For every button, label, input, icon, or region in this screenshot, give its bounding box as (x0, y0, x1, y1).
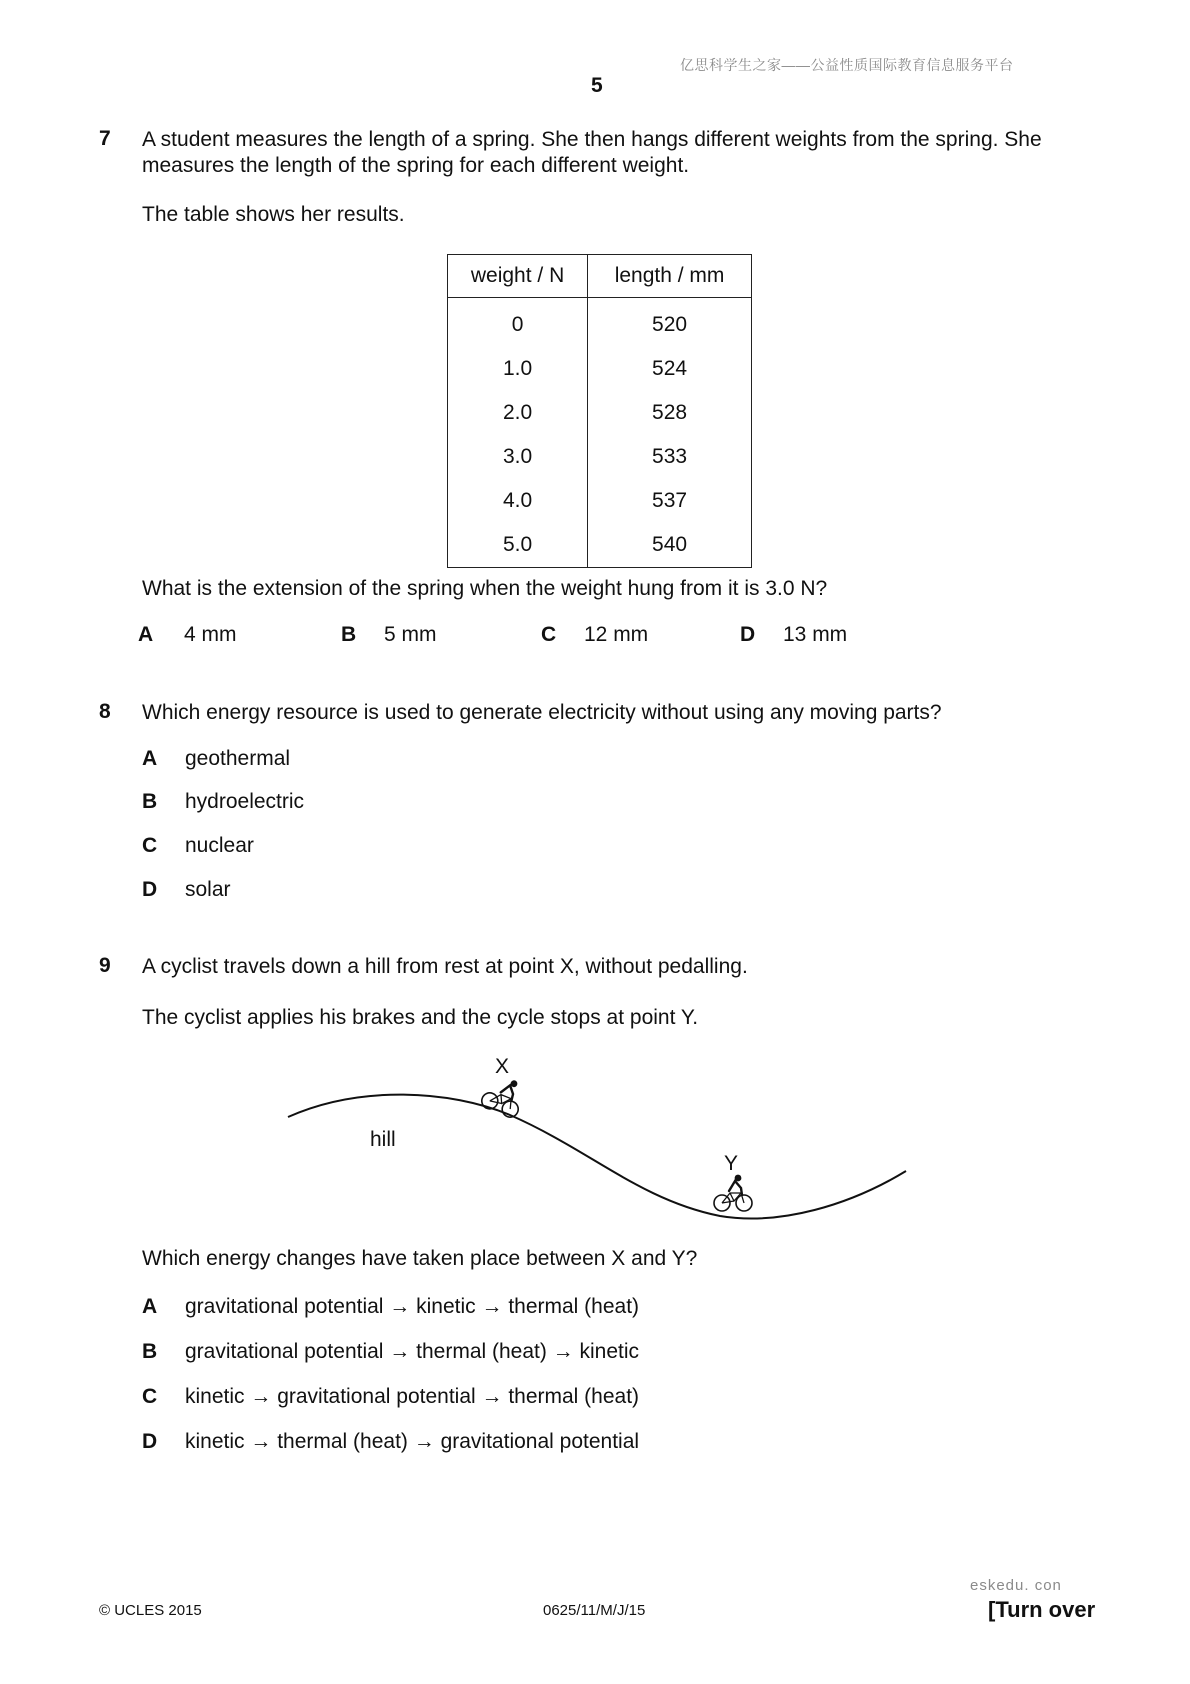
q8-option-b-letter: B (142, 790, 158, 813)
q9-option-d-letter: D (142, 1430, 158, 1453)
q7-option-b-letter: B (341, 623, 357, 646)
question-8-number: 8 (99, 700, 111, 723)
page-number: 5 (591, 74, 603, 97)
table-cell-length: 528 (588, 391, 752, 435)
q8-option-c-text: nuclear (185, 834, 254, 857)
header-watermark: 亿思科学生之家——公益性质国际教育信息服务平台 (680, 57, 1014, 73)
q8-option-a-letter: A (142, 747, 158, 770)
q8-option-c-letter: C (142, 834, 158, 857)
copyright: © UCLES 2015 (99, 1602, 202, 1619)
table-cell-weight: 2.0 (448, 391, 588, 435)
table-cell-length: 540 (588, 523, 752, 568)
table-header-length: length / mm (588, 255, 752, 298)
question-9-number: 9 (99, 954, 111, 977)
question-9-text-line-2: The cyclist applies his brakes and the cycle stops at point Y. (142, 1006, 699, 1029)
hill-curve (288, 1095, 906, 1219)
q7-option-a-letter: A (138, 623, 154, 646)
q8-option-a-text: geothermal (185, 747, 291, 770)
q7-option-d-letter: D (740, 623, 756, 646)
question-8-text: Which energy resource is used to generate electricity without using any moving parts? (142, 701, 942, 724)
q8-option-b-text: hydroelectric (185, 790, 305, 813)
table-cell-weight: 4.0 (448, 479, 588, 523)
site-watermark: eskedu. con (970, 1577, 1062, 1594)
point-y-label: Y (724, 1152, 739, 1175)
q8-option-d-text: solar (185, 878, 231, 901)
question-7-number: 7 (99, 127, 111, 150)
table-cell-weight: 3.0 (448, 435, 588, 479)
paper-code: 0625/11/M/J/15 (543, 1602, 646, 1619)
table-intro: The table shows her results. (142, 203, 405, 226)
q7-option-b-text: 5 mm (384, 623, 437, 646)
q9-option-c-letter: C (142, 1385, 158, 1408)
q7-option-c-letter: C (541, 623, 557, 646)
table-cell-length: 524 (588, 347, 752, 391)
q9-option-c-text: kinetic → gravitational potential → thermal (heat) (185, 1385, 640, 1408)
table-cell-length: 520 (588, 298, 752, 348)
table-cell-weight: 1.0 (448, 347, 588, 391)
table-header-weight: weight / N (448, 255, 588, 298)
turn-over: [Turn over (988, 1597, 1096, 1622)
q9-option-b-letter: B (142, 1340, 158, 1363)
question-7-text-line-2: measures the length of the spring for each different weight. (142, 154, 690, 177)
q9-option-d-text: kinetic → thermal (heat) → gravitational potential (185, 1430, 640, 1453)
q7-option-a-text: 4 mm (184, 623, 237, 646)
question-9-text-line-1: A cyclist travels down a hill from rest at point X, without pedalling. (142, 955, 748, 978)
table-cell-weight: 5.0 (448, 523, 588, 568)
q8-option-d-letter: D (142, 878, 158, 901)
point-x-label: X (495, 1055, 510, 1078)
question-7-prompt: What is the extension of the spring when the weight hung from it is 3.0 N? (142, 577, 828, 600)
question-7-text-line-1: A student measures the length of a spring. She then hangs different weights from the spring. She (142, 128, 1042, 151)
table-cell-length: 533 (588, 435, 752, 479)
table-cell-length: 537 (588, 479, 752, 523)
q9-option-a-letter: A (142, 1295, 158, 1318)
q7-option-c-text: 12 mm (584, 623, 649, 646)
hill-label: hill (370, 1128, 396, 1151)
q9-option-a-text: gravitational potential → kinetic → thermal (heat) (185, 1295, 640, 1318)
cyclist-y-icon (714, 1175, 752, 1211)
q7-option-d-text: 13 mm (783, 623, 848, 646)
question-9-prompt: Which energy changes have taken place between X and Y? (142, 1247, 698, 1270)
q9-option-b-text: gravitational potential → thermal (heat) → kinetic (185, 1340, 640, 1363)
table-cell-weight: 0 (448, 298, 588, 348)
